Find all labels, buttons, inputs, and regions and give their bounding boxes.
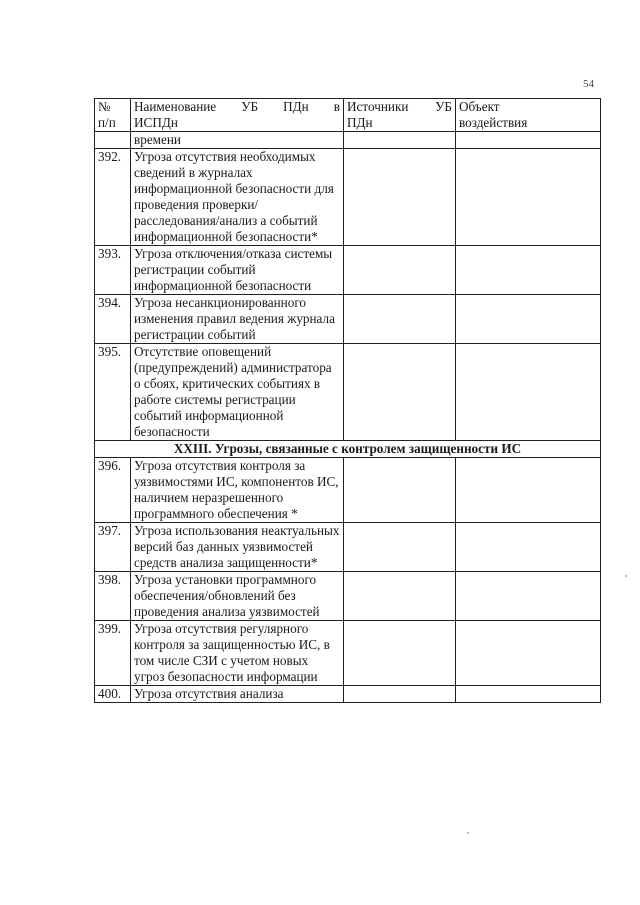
row-sources — [344, 621, 456, 686]
row-sources — [344, 246, 456, 295]
row-object — [456, 246, 601, 295]
row-object — [456, 132, 601, 149]
header-sources-line-2: ПДн — [347, 115, 373, 130]
row-threat-name: Угроза использования неактуальных версий баз данных уязвимостей средств анализа защищенности* — [131, 523, 344, 572]
row-sources — [344, 132, 456, 149]
row-sources — [344, 149, 456, 246]
row-threat-name: времени — [131, 132, 344, 149]
row-object — [456, 344, 601, 441]
row-threat-name: Отсутствие оповещений (предупреждений) администратора о сбоях, критических событиях в работе системы регистрации событий информационной безопасности — [131, 344, 344, 441]
row-sources — [344, 523, 456, 572]
row-number: 400. — [95, 686, 131, 703]
header-sources — [344, 99, 456, 132]
table-row — [95, 621, 601, 686]
section-title: XXIII. Угрозы, связанные с контролем защищенности ИС — [95, 441, 601, 458]
row-object — [456, 523, 601, 572]
header-object-line-2: воздействия — [459, 115, 528, 130]
row-threat-name: Угроза отсутствия регулярного контроля за защищенностью ИС, в том числе СЗИ с учетом новых угроз безопасности информации — [131, 621, 344, 686]
table-row — [95, 344, 601, 441]
table-row — [95, 686, 601, 703]
header-name-line-1: Наименование УБ ПДн в — [134, 99, 340, 114]
table-row — [95, 132, 601, 149]
scan-speck — [625, 575, 627, 577]
row-threat-name: Угроза отключения/отказа системы регистрации событий информационной безопасности — [131, 246, 344, 295]
row-number: 395. — [95, 344, 131, 441]
scan-speck — [467, 832, 469, 834]
row-object — [456, 621, 601, 686]
table-row — [95, 458, 601, 523]
row-sources — [344, 572, 456, 621]
threats-table — [94, 98, 601, 703]
row-sources — [344, 458, 456, 523]
row-object — [456, 149, 601, 246]
row-object — [456, 572, 601, 621]
header-num-line-1: № — [98, 99, 111, 114]
row-threat-name: Угроза несанкционированного изменения правил ведения журнала регистрации событий — [131, 295, 344, 344]
row-sources — [344, 344, 456, 441]
header-object-line-1: Объект — [459, 99, 500, 114]
table-header-row — [95, 99, 601, 132]
row-object — [456, 686, 601, 703]
row-object — [456, 458, 601, 523]
row-threat-name: Угроза отсутствия анализа — [131, 686, 344, 703]
header-name — [131, 99, 344, 132]
row-number — [95, 132, 131, 149]
table-row — [95, 149, 601, 246]
table-row — [95, 523, 601, 572]
table-row — [95, 246, 601, 295]
row-number: 396. — [95, 458, 131, 523]
row-threat-name: Угроза отсутствия контроля за уязвимостями ИС, компонентов ИС, наличием неразрешенного программного обеспечения * — [131, 458, 344, 523]
row-sources — [344, 295, 456, 344]
table-row — [95, 572, 601, 621]
page-number: 54 — [583, 78, 594, 90]
row-number: 398. — [95, 572, 131, 621]
row-threat-name: Угроза установки программного обеспечения/обновлений без проведения анализа уязвимостей — [131, 572, 344, 621]
table-row — [95, 295, 601, 344]
row-sources — [344, 686, 456, 703]
row-number: 397. — [95, 523, 131, 572]
row-object — [456, 295, 601, 344]
row-number: 394. — [95, 295, 131, 344]
header-sources-line-1: Источники УБ — [347, 99, 452, 114]
section-header-row — [95, 441, 601, 458]
row-threat-name: Угроза отсутствия необходимых сведений в журналах информационной безопасности для проведения проверки/расследования/анализ а событий информационной безопасности* — [131, 149, 344, 246]
header-num — [95, 99, 131, 132]
header-name-line-2: ИСПДн — [134, 115, 178, 130]
row-number: 399. — [95, 621, 131, 686]
header-num-line-2: п/п — [98, 115, 116, 130]
row-number: 392. — [95, 149, 131, 246]
header-object — [456, 99, 601, 132]
row-number: 393. — [95, 246, 131, 295]
